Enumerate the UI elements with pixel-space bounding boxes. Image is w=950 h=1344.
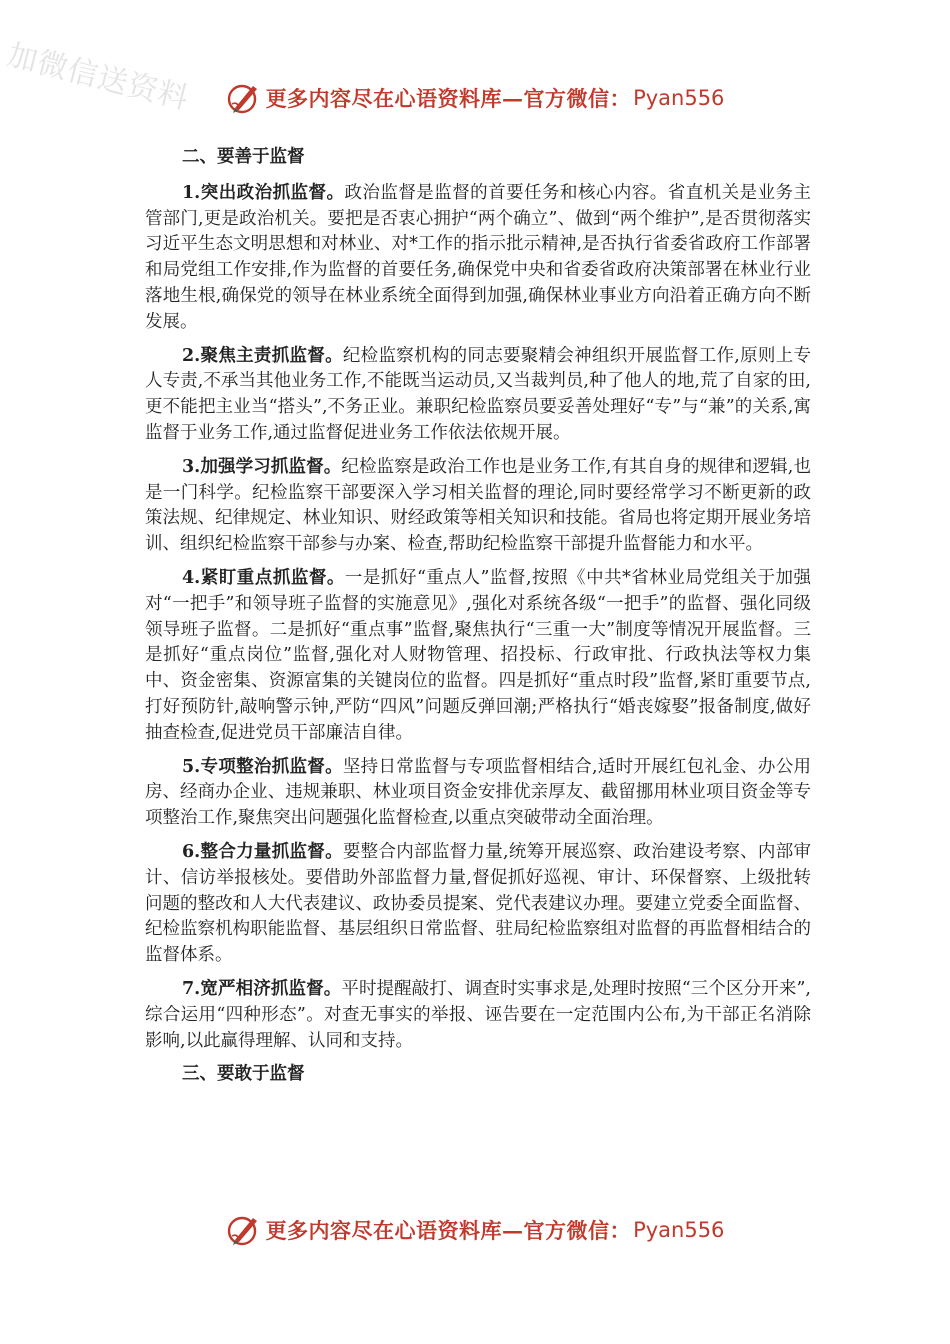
item-2-body: 纪检监察机构的同志要聚精会神组织开展监督工作,原则上专人专责,不承当其他业务工作,不能既当运动员,又当裁判员,种了他人的地,荒了自家的田,更不能把主业当“搭头”,不务正业。兼职纪检监察员要妥善处理好“专”与“兼”的关系,寓监督于业务工作,通过监督促进业务工作依法依规开展。 xyxy=(145,345,811,443)
banner-wechat-id: Pyan556 xyxy=(633,86,725,110)
item-3-heading: 3.加强学习抓监督。 xyxy=(182,456,342,477)
item-4-heading: 4.紧盯重点抓监督。 xyxy=(182,567,345,588)
quill-pen-logo-icon xyxy=(226,1212,262,1248)
document-body xyxy=(145,145,811,1098)
paragraph-item-1 xyxy=(145,181,811,336)
watermark-text: 加微信送资料 xyxy=(3,37,193,117)
item-6-heading: 6.整合力量抓监督。 xyxy=(182,841,343,862)
item-3-body: 纪检监察是政治工作也是业务工作,有其自身的规律和逻辑,也是一门科学。纪检监察干部要深入学习相关监督的理论,同时要经常学习不断更新的政策法规、纪律规定、林业知识、财经政策等相关知识和技能。省局也将定期开展业务培训、组织纪检监察干部参与办案、检查,帮助纪检监察干部提升监督能力和水平。 xyxy=(145,456,811,555)
section-heading-3: 三、要敢于监督 xyxy=(182,1064,305,1085)
item-7-body: 平时提醒敲打、调查时实事求是,处理时按照“三个区分开来”,综合运用“四种形态”。对查无事实的举报、诬告要在一定范围内公布,为干部正名消除影响,以此赢得理解、认同和支持。 xyxy=(145,978,811,1051)
item-5-heading: 5.专项整治抓监督。 xyxy=(182,756,343,777)
item-1-body: 政治监督是监督的首要任务和核心内容。省直机关是业务主管部门,更是政治机关。要把是否衷心拥护“两个确立”、做到“两个维护”,是否贯彻落实习近平生态文明思想和对林业、对*工作的指示批示精神,是否执行省委省政府工作部署和局党组工作安排,作为监督的首要任务,确保党中央和省委省政府决策部署在林业行业落地生根,确保党的领导在林业系统全面得到加强,确保林业事业方向沿着正确方向不断发展。 xyxy=(145,182,811,332)
item-5-body: 坚持日常监督与专项监督相结合,适时开展红包礼金、办公用房、经商办企业、违规兼职、林业项目资金安排优亲厚友、截留挪用林业项目资金等专项整治工作,聚焦突出问题强化监督检查,以重点突破带动全面治理。 xyxy=(145,756,811,829)
banner-wechat-id: Pyan556 xyxy=(633,1218,725,1242)
paragraph-item-3 xyxy=(145,455,811,558)
item-6-body: 要整合内部监督力量,统筹开展巡察、政治建设考察、内部审计、信访举报核处。要借助外部监督力量,督促抓好巡视、审计、环保督察、上级批转问题的整改和人大代表建议、政协委员提案、党代表建议办理。要建立党委全面监督、纪检监察机构职能监督、基层组织日常监督、驻局纪检监察组对监督的再监督相结合的监督体系。 xyxy=(145,841,811,966)
banner-text: 更多内容尽在心语资料库—官方微信： xyxy=(265,86,632,111)
item-1-heading: 1.突出政治抓监督。 xyxy=(182,182,345,203)
paragraph-item-2 xyxy=(145,344,811,447)
item-7-heading: 7.宽严相济抓监督。 xyxy=(182,978,342,999)
quill-pen-logo-icon xyxy=(226,80,262,116)
banner-text: 更多内容尽在心语资料库—官方微信： xyxy=(265,1218,632,1243)
paragraph-item-7 xyxy=(145,977,811,1054)
item-4-body: 一是抓好“重点人”监督,按照《中共*省林业局党组关于加强对“一把手”和领导班子监督的实施意见》,强化对系统各级“一把手”的监督、强化同级领导班子监督。二是抓好“重点事”监督,聚焦执行“三重一大”制度等情况开展监督。三是抓好“重点岗位”监督,强化对人财物管理、招投标、行政审批、行政执法等权力集中、资金密集、资源富集的关键岗位的监督。四是抓好“重点时段”监督,紧盯重要节点,打好预防针,敲响警示钟,严防“四风”问题反弹回潮;严格执行“婚丧嫁娶”报备制度,做好抽查检查,促进党员干部廉洁自律。 xyxy=(145,567,811,743)
item-2-heading: 2.聚焦主责抓监督。 xyxy=(182,345,343,366)
paragraph-item-5 xyxy=(145,755,811,832)
footer-banner xyxy=(0,1210,950,1250)
paragraph-item-6 xyxy=(145,840,811,969)
section-heading-2: 二、要善于监督 xyxy=(182,147,305,167)
paragraph-item-4 xyxy=(145,566,811,747)
header-banner xyxy=(0,78,950,118)
